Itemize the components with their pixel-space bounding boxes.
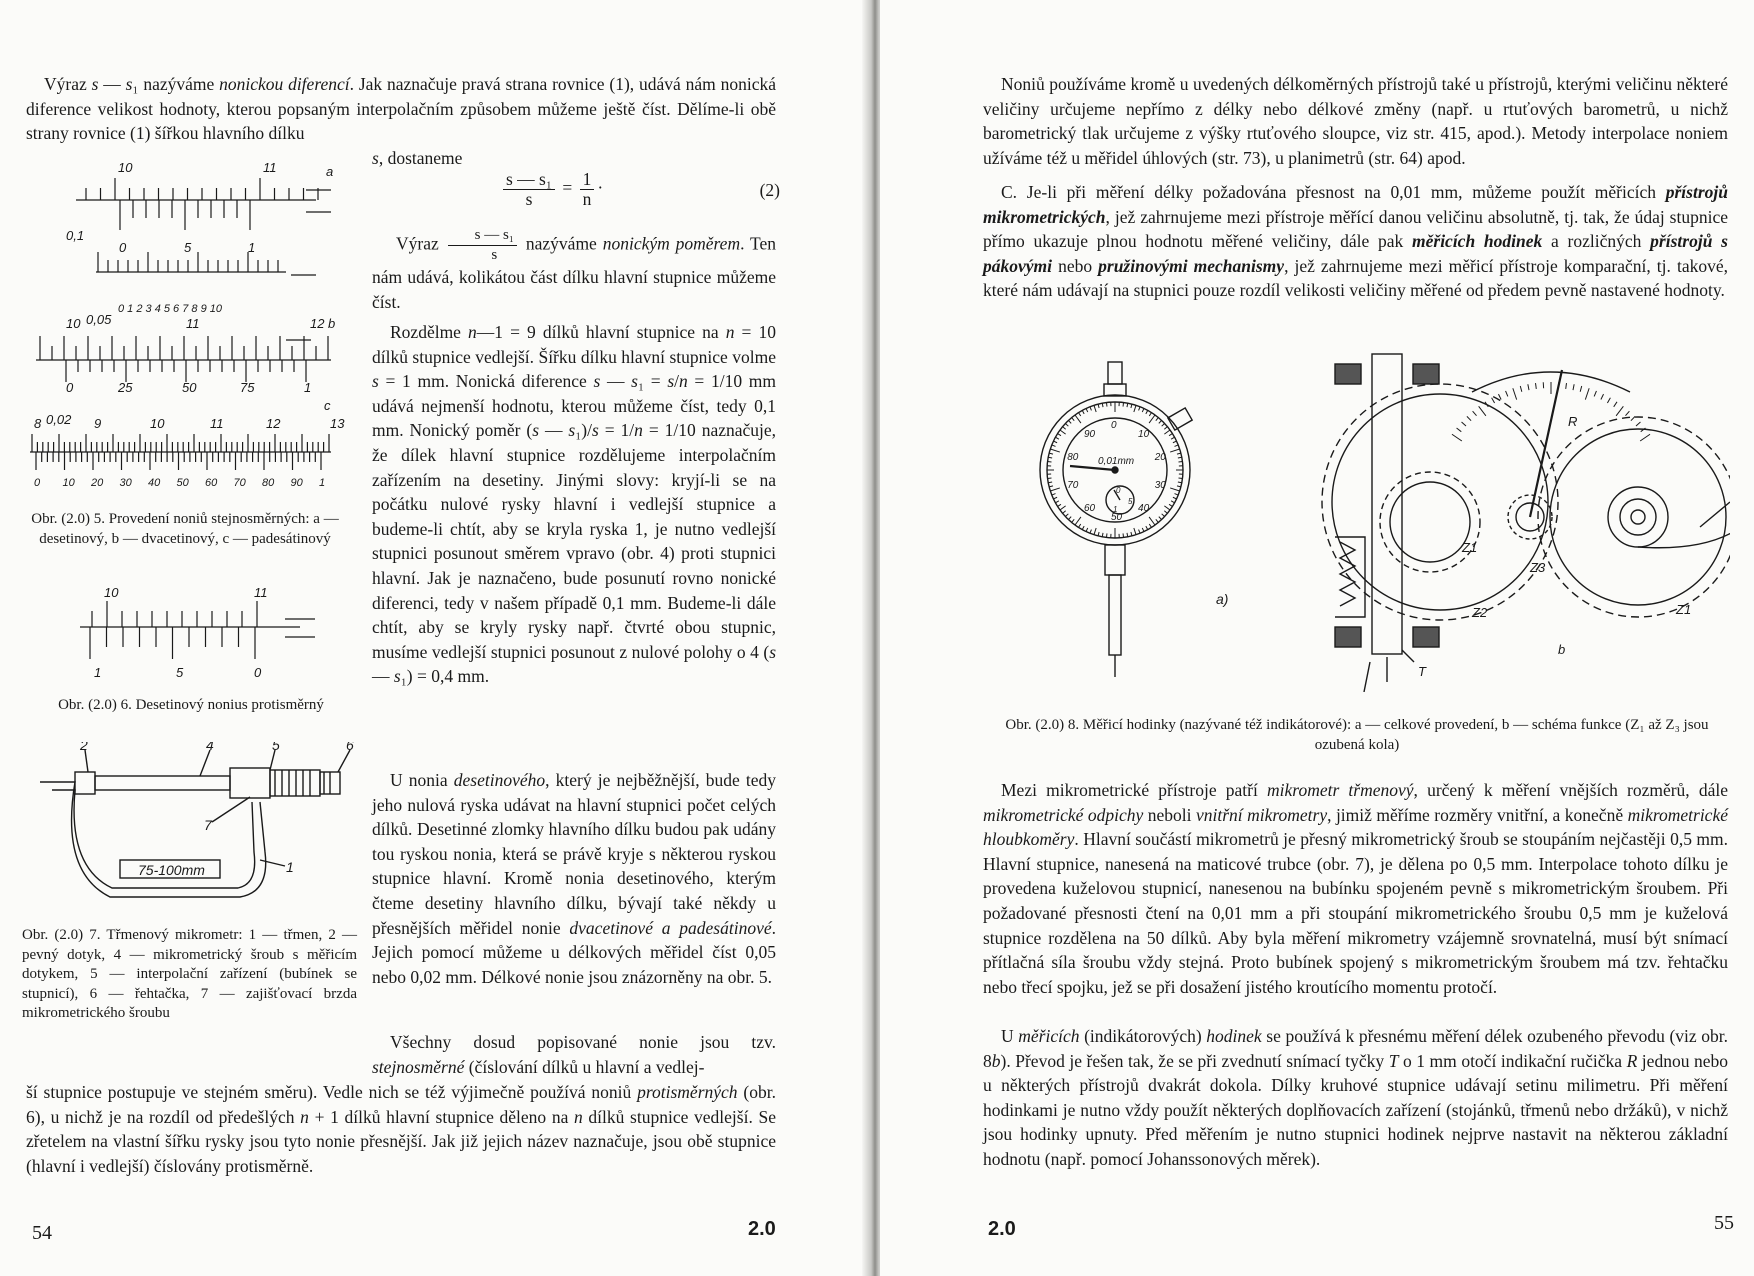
svg-text:0: 0: [254, 665, 262, 680]
svg-text:11: 11: [263, 160, 277, 175]
svg-text:1: 1: [304, 380, 312, 395]
dial-number: 60: [1083, 503, 1096, 515]
right-para-1: Noniů používáme kromě u uvedených délkoměrných přístrojů také u přístrojů, kterými veličinu některé veličiny určujeme nepřímo z délky nebo délkové změny (např. u rtuťových barometrů, u nichž barometrický tlak určujeme z výšky rtuťového sloupce, viz str. 415, apod.). Metody interpolace noniem užíváme též u měřidel úhlových (str. 73), u planimetrů (str. 64) apod.: [983, 74, 1728, 168]
fig5-c-tick-label: 30: [119, 477, 132, 489]
fig5-c-tick-label: 90: [290, 477, 303, 489]
dial-number: 30: [1154, 480, 1166, 492]
figure-5-caption: Obr. (2.0) 5. Provedení noniů stejnosměrných: a — desetinový, b — dvacetinový, c — padesátinový: [31, 511, 339, 547]
svg-text:2: 2: [80, 742, 88, 753]
svg-text:5: 5: [272, 742, 280, 753]
fig5-c-tick-label: 60: [205, 477, 218, 489]
svg-text:11: 11: [254, 585, 268, 600]
equation-2: $\frac{\text{s — s₁}}{s}$ = $\frac{1}{n}$ · (2): [500, 170, 780, 209]
svg-text:5: 5: [1128, 497, 1133, 506]
svg-text:0: 0: [66, 380, 74, 395]
figure-8-caption: Obr. (2.0) 8. Měřicí hodinky (nazývané též indikátorové): a — celkové provedení, b — schéma funkce (Z₁ až Z₃ jsou ozubená kola): [1005, 717, 1709, 753]
fig5-c-tick-label: 40: [148, 477, 161, 489]
svg-text:25: 25: [118, 380, 133, 395]
dial-number: 90: [1083, 428, 1096, 440]
svg-text:a): a): [1216, 591, 1229, 607]
right-para-4: U měřicích (indikátorových) hodinek se používá k přesnému měření délek ozubeného převodu (viz obr. 8b). Převod je řešen tak, že se při zvednutí snímací tyčky T o 1 mm otočí indikační ručička R jednou nebo u některých přístrojů dvakrát dokola. Dílky kruhové stupnice udávají setinu milimetru. Při měření hodinkami je nutno vždy použít některých doplňovacích zařízení (stojánků, třmenů nebo držáků), v nichž jsou hodinky upnuty. Před měřením je nutno stupnici hodinek nejprve nastavit na některou základní hodnotu (např. pomocí Johanssonových měrek).: [983, 1026, 1729, 1169]
fig5-c-tick-label: 0: [34, 477, 41, 489]
svg-text:13: 13: [330, 416, 345, 431]
svg-text:50: 50: [182, 380, 197, 395]
svg-text:b: b: [328, 316, 336, 331]
fig5-c-tick-label: 50: [176, 477, 189, 489]
dial-number: 10: [1138, 428, 1150, 440]
right-para-3: Mezi mikrometrické přístroje patří mikrometr třmenový, určený k měření vnějších rozměrů, dále mikrometrické odpichy neboli vnitřní mikrometry, jimiž měříme rozměry vnitřní, a konečně mikrometrické hloubkoměry. Hlavní součástí mikrometrů je přesný mikrometrický šroub se stoupáním nejčastěji 0,5 mm. Hlavní stupnice, nanesená na maticové trubce (obr. 7), je dělena po 0,5 mm. Interpolace tohoto dílku je provedena kuželovou stupnicí, nanesenou na bubínku spojeném pevně s mikrometrickým šroubem. Při požadované přesnosti čtení na 0,01 mm a při stoupání mikrometrického šroubu 0,5 mm je kuželová stupnice rozdělena na 50 dílků. Aby byla měření mikrometry vzájemně srovnatelná, musí být snímací přítlačná síla šroubu vždy stejná. Proto bubínek spojený s mikrometrickým šroubem má tzv. řehtačku nebo třecí spojku, jež se při dosažení jistého kroutícího momentu protočí.: [983, 780, 1728, 997]
left-para-1: Výraz s — s₁ nazýváme nonickou diferencí. Jak naznačuje pravá strana rovnice (1), udává nám nonická diference velikost hodnoty, kterou popsaným interpolačním způsobem můžeme ještě číst. Dělíme-li obě strany rovnice (1) šířkou hlavního dílku: [26, 74, 776, 144]
figure-7-caption: Obr. (2.0) 7. Třmenový mikrometr: 1 — třmen, 2 — pevný dotyk, 4 — mikrometrický šroub s měřicím dotykem, 5 — interpolační zařízení (bubínek se stupnicí), 6 — řehtačka, 7 — zajišťovací brzda mikrometrického šroubu: [22, 927, 357, 1021]
dial-number: 50: [1111, 512, 1123, 523]
svg-text:Z1: Z1: [1676, 602, 1692, 617]
svg-text:12: 12: [266, 416, 281, 431]
svg-text:11: 11: [186, 316, 200, 331]
svg-text:6: 6: [346, 742, 354, 753]
fig5-c-tick-label: 20: [91, 477, 104, 489]
left-col-para-3: U nonia desetinového, který je nejběžnější, bude tedy jeho nulová ryska udávat na hlavní stupnici počet celých dílků. Desetinné zlomky hlavního dílku budou pak udány tou ryskou nonia, která se právě kryje s některou ryskou stupnice hlavní. Kromě nonia desetinového, kterým čteme desetiny hlavního dílku, bývají také někdy u přesnějších měřidel nonie dvacetinové a padesátinové. Jejich pomocí můžeme u délkových měřidel číst 0,05 nebo 0,02 mm. Délkové nonie jsou znázorněny na obr. 5.: [372, 770, 776, 987]
dial-number: 20: [1154, 451, 1166, 463]
page-number-left: 54: [32, 1222, 52, 1244]
left-col-para-2: Rozdělme n—1 = 9 dílků hlavní stupnice na n = 10 dílků stupnice vedlejší. Šířku dílku hlavní stupnice volme s = 1 mm. Nonická diference s — s₁ = s/n = 1/10 mm udává nejmenší hodnotu, kterou můžeme číst, tedy 0,1 mm. Nonický poměr (s — s₁)/s = 1/n = 1/10 naznačuje, že dílek hlavní stupnice rozdělujeme interpolačním zařízením na desetiny. Jinými slovy: kryjí-li se na počátku nulové rysky hlavní i vedlejší stupnice a budeme-li chtít, aby se kryla ryska 1, je nutno vedlejší stupnici posunout směrem vpravo (obr. 4) proti stupnici hlavní. Jak je naznačeno, bude posunutí rovno nonické diferenci, tedy v našem případě 0,1 mm. Budeme-li dále chtít, aby se kryly rysky např. čtvrté obou stupnic, musíme vedlejší stupnici posunout z nulové polohy o 4 (s — s₁) = 0,4 mm.: [372, 322, 777, 687]
svg-text:7: 7: [204, 817, 212, 833]
left-bottom-para: ší stupnice postupuje ve stejném směru). Vedle nich se též výjimečně používá noniů protisměrných (obr. 6), u nichž je na rozdíl od předešlých n + 1 dílků hlavní stupnice děleno na n dílků stupnice vedlejší. Se zřetelem na vlastní šířku rysky jsou tyto nonie přesnější. Jak již jejich název naznačuje, jsou obě stupnice (hlavní i vedlejší) číslovány protisměrně.: [26, 1082, 776, 1176]
dial-number: 70: [1067, 480, 1079, 492]
svg-text:75: 75: [240, 380, 255, 395]
fig5-c-tick-label: 1: [319, 477, 326, 489]
svg-text:0: 0: [119, 240, 127, 255]
section-left: 2.0: [748, 1218, 776, 1240]
fig5-c-tick-label: 80: [262, 477, 275, 489]
svg-text:1: 1: [94, 665, 102, 680]
fig5-c-tick-label: 10: [62, 477, 75, 489]
svg-text:0,02: 0,02: [46, 412, 72, 427]
svg-text:b: b: [1558, 642, 1566, 657]
right-para-2: C. Je-li při měření délky požadována přesnost na 0,01 mm, můžeme použít měřicích přístrojů mikrometrických, jež zahrnujeme mezi přístroje měřící danou veličinu absolutně, tj. tak, že údaj stupnice přímo ukazuje plnou hodnotu měřené veličiny, dále pak měřicích hodinek a rozličných přístrojů s pákovými nebo pružinovými mechanismy, jež zahrnujeme mezi měřicí přístroje komparační, tj. takové, které nám udávají na stupnici pouze rozdíl velikosti veličiny měřené od předem pevně nastavené hodnoty.: [983, 182, 1728, 301]
svg-text:5: 5: [176, 665, 184, 680]
svg-text:9: 9: [94, 416, 102, 431]
svg-text:1: 1: [248, 240, 256, 255]
svg-text:4: 4: [206, 742, 214, 753]
svg-text:a: a: [326, 164, 334, 179]
dial-number: 80: [1067, 451, 1079, 463]
dial-number: 40: [1138, 503, 1150, 515]
svg-text:0,05: 0,05: [86, 312, 112, 327]
left-page: [0, 0, 870, 1276]
svg-text:Z1: Z1: [1462, 540, 1478, 555]
left-col-para-4: Všechny dosud popisované nonie jsou tzv. stejnosměrné (číslování dílků u hlavní a vedlej-: [372, 1032, 776, 1077]
svg-text:12: 12: [310, 316, 325, 331]
right-page: [880, 0, 1754, 1276]
svg-text:10: 10: [150, 416, 165, 431]
figure-5-vernier-scales: [26, 160, 356, 495]
svg-text:c: c: [324, 398, 331, 413]
svg-text:11: 11: [210, 416, 224, 431]
figure-7-micrometer: [20, 742, 360, 912]
svg-text:10: 10: [118, 160, 133, 175]
svg-text:0,1: 0,1: [66, 228, 85, 243]
svg-text:10: 10: [66, 316, 81, 331]
figure-6-reverse-vernier: [70, 585, 340, 685]
svg-text:0 1 2 3 4 5 6 7 8 9 10: 0 1 2 3 4 5 6 7 8 9 10: [118, 303, 222, 315]
svg-text:0: 0: [1116, 486, 1121, 495]
svg-text:10: 10: [104, 585, 119, 600]
svg-text:1: 1: [286, 859, 294, 875]
svg-text:T: T: [1418, 664, 1426, 679]
svg-text:0,01mm: 0,01mm: [1098, 456, 1135, 467]
figure-6-caption: Obr. (2.0) 6. Desetinový nonius protisměrný: [58, 697, 324, 713]
svg-text:75-100mm: 75-100mm: [138, 862, 205, 878]
dial-number: 0: [1111, 420, 1117, 431]
page-number-right: 55: [1714, 1212, 1734, 1234]
svg-text:R: R: [1568, 414, 1578, 429]
figure-8-dial-indicator: [1010, 352, 1730, 692]
svg-text:1: 1: [1113, 505, 1118, 514]
svg-text:Z2: Z2: [1472, 605, 1488, 620]
svg-text:5: 5: [184, 240, 192, 255]
fig5-c-tick-label: 70: [233, 477, 246, 489]
svg-text:8: 8: [34, 416, 42, 431]
svg-text:Z3: Z3: [1530, 560, 1546, 575]
section-right: 2.0: [988, 1218, 1016, 1240]
left-col-para-1: Výraz $\frac{\text{s — s₁}}{s}$ nazýváme nonickým poměrem. Ten nám udává, kolikátou část dílku hlavní stupnice můžeme číst.: [372, 227, 777, 312]
left-para-1-tail: s, dostaneme: [372, 148, 463, 168]
